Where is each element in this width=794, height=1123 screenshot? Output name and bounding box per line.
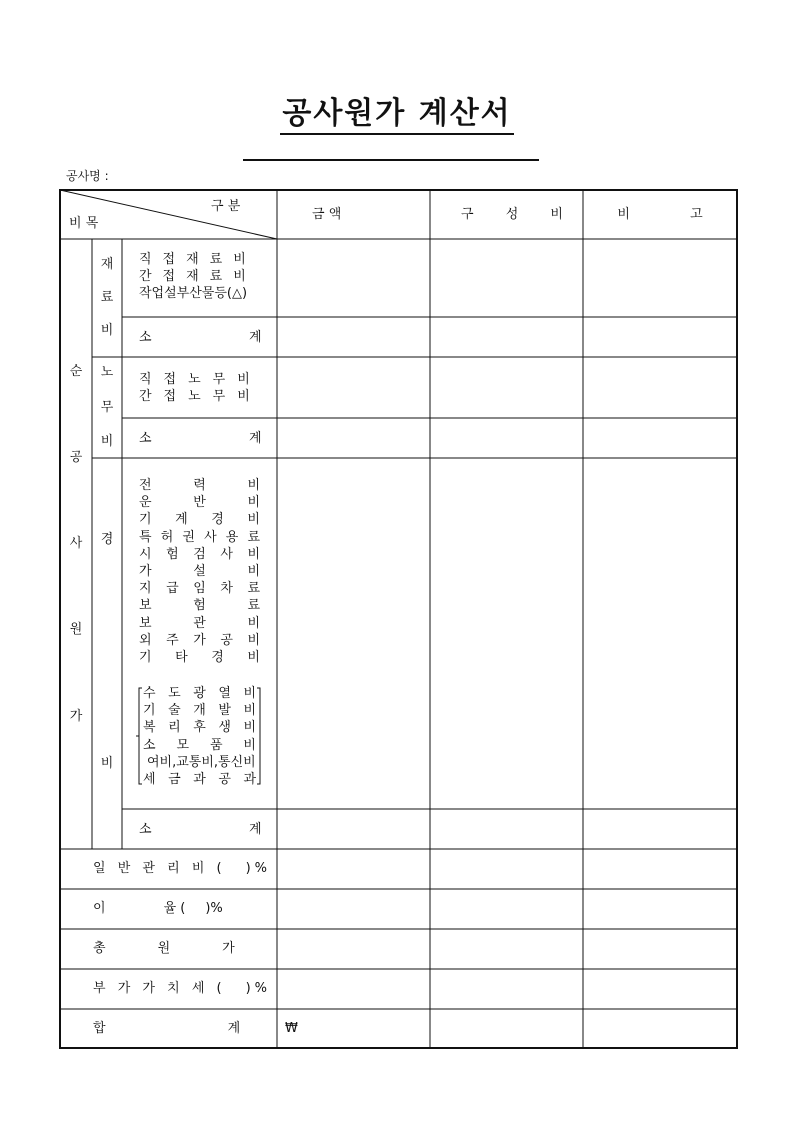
expense-item: 보 험 료 [139, 598, 260, 614]
header-bimok: 비 목 [69, 216, 99, 231]
labor-label-char: 노 [100, 365, 114, 380]
group-char: 사 [69, 536, 83, 551]
labor-label-char: 무 [100, 400, 114, 415]
labor-label-char: 비 [100, 434, 114, 449]
currency-symbol: ₩ [285, 1021, 298, 1036]
material-subtotal-so: 소 [139, 330, 152, 345]
summary-total-cost: 총 원 가 [93, 941, 235, 956]
project-name-line [243, 159, 539, 161]
summary-grand-total: 합 계 [93, 1021, 241, 1036]
header-remark: 비 고 [617, 207, 703, 222]
expense-tax: 세 금 과 공 과 [143, 772, 256, 787]
header-ratio: 구 성 비 [461, 207, 577, 222]
expense-travel: 여비,교통비,통신비 [147, 754, 256, 770]
expense-item: 보 관 비 [139, 615, 260, 631]
material-label-char: 비 [100, 323, 114, 338]
header-gubun: 구 분 [211, 199, 241, 214]
labor-item: 간접노무비 [139, 389, 262, 404]
project-label: 공사명 : [66, 169, 109, 183]
group-char: 가 [69, 709, 83, 724]
material-label-char: 료 [100, 290, 114, 305]
expense-subtotal-so: 소 [139, 822, 152, 837]
summary-profit: 이 율 ( )% [93, 901, 223, 916]
expense-item: 기 타 경 비 [139, 650, 260, 665]
labor-subtotal-so: 소 [139, 431, 152, 446]
expense-item: 가 설 비 [139, 564, 260, 579]
expense-item: 지 급 임 차 료 [139, 581, 260, 597]
material-label-char: 재 [100, 257, 114, 272]
expense-label-char: 비 [100, 756, 114, 771]
expense-sub-item: 복 리 후 생 비 [143, 720, 256, 736]
group-char: 원 [69, 622, 83, 637]
material-byproduct: 작업설부산물등(△) [139, 286, 248, 301]
expense-item: 운 반 비 [139, 495, 260, 511]
expense-sub-item: 수 도 광 열 비 [143, 686, 256, 701]
material-item: 직접재료비 [139, 252, 257, 267]
summary-overhead: 일 반 관 리 비 ( )% [93, 861, 272, 876]
header-amount: 금 액 [312, 207, 342, 222]
expense-label-char: 경 [100, 532, 114, 547]
group-char: 순 [69, 364, 83, 379]
expense-item: 특 허 권 사 용 료 [139, 529, 260, 545]
expense-item: 전 력 비 [139, 478, 260, 493]
labor-subtotal-gye: 계 [249, 431, 262, 446]
expense-sub-item: 기 술 개 발 비 [143, 703, 256, 719]
cost-table [59, 189, 738, 1049]
expense-sub-item: 소 모 품 비 [143, 737, 256, 753]
expense-item: 외 주 가 공 비 [139, 632, 260, 648]
group-char: 공 [69, 450, 83, 465]
expense-item: 기 계 경 비 [139, 512, 260, 528]
labor-item: 직접노무비 [139, 372, 262, 387]
page-title: 공사원가 계산서 [0, 88, 794, 132]
material-subtotal-gye: 계 [249, 330, 262, 345]
summary-vat: 부 가 가 치 세 ( )% [93, 981, 272, 996]
material-item: 간접재료비 [139, 269, 257, 284]
expense-item: 시 험 검 사 비 [139, 546, 260, 562]
expense-subtotal-gye: 계 [249, 822, 262, 837]
